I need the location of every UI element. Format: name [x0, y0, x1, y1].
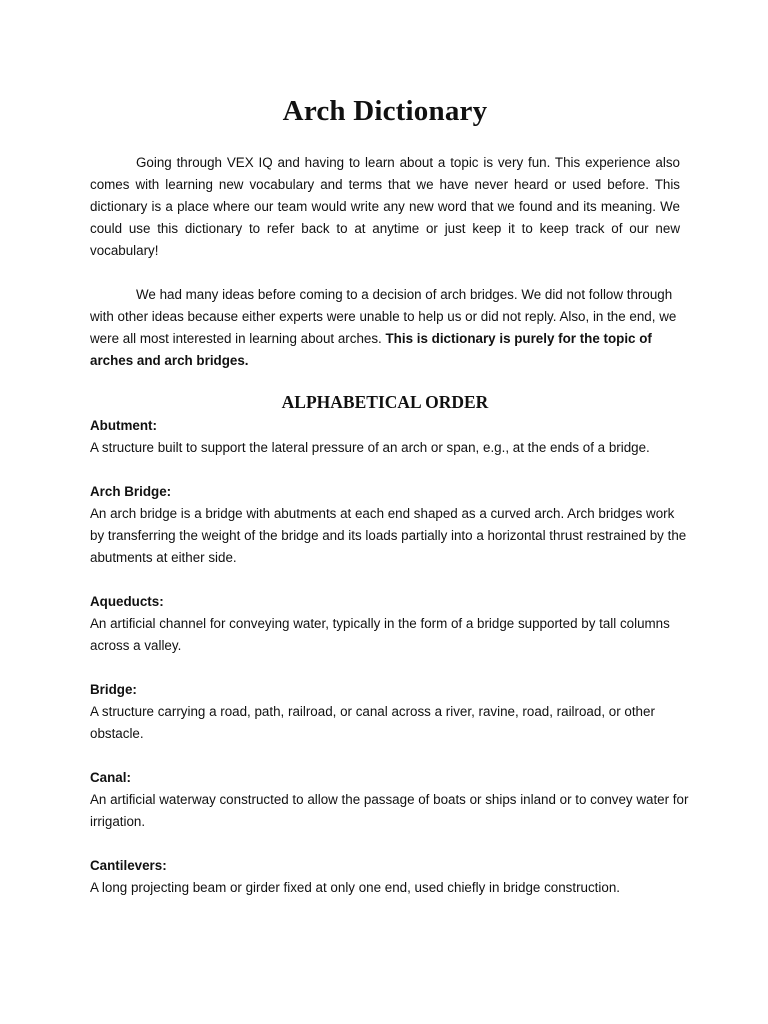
- entry-term: Cantilevers:: [90, 858, 167, 873]
- entry-term: Bridge:: [90, 682, 137, 697]
- dictionary-entry: [90, 855, 690, 899]
- dictionary-entry: [90, 591, 690, 657]
- entry-term: Aqueducts:: [90, 594, 164, 609]
- intro-paragraph-2: [90, 284, 680, 372]
- intro-paragraph-2-text: We had many ideas before coming to a decision of arch bridges. We did not follow through with other ideas because either experts were unable to help us or did not reply. Also, in the end, we were all most interested in learning about arches.: [90, 287, 677, 346]
- intro-paragraph-2-emphasis: This is dictionary is purely for the topic of arches and arch bridges.: [90, 331, 652, 368]
- dictionary-entry: [90, 679, 690, 745]
- entry-term: Canal:: [90, 770, 131, 785]
- dictionary-entry: [90, 767, 690, 833]
- document-title: Arch Dictionary: [282, 95, 488, 127]
- entry-definition: A long projecting beam or girder fixed at only one end, used chiefly in bridge construction.: [90, 880, 620, 895]
- intro-section: [90, 152, 680, 394]
- intro-paragraph-1: Going through VEX IQ and having to learn about a topic is very fun. This experience also comes with learning new vocabulary and terms that we have never heard or used before. This dictionary is a place where our team would write any new word that we found and its meaning. We could use this dictionary to refer back to at anytime or just keep it to keep track of our new vocabulary!: [90, 155, 680, 258]
- dictionary-entries: [90, 415, 690, 921]
- entry-term: Abutment:: [90, 418, 157, 433]
- dictionary-entry: [90, 481, 690, 569]
- entry-definition: An artificial waterway constructed to allow the passage of boats or ships inland or to convey water for irrigation.: [90, 792, 689, 829]
- entry-definition: A structure built to support the lateral pressure of an arch or span, e.g., at the ends of a bridge.: [90, 440, 650, 455]
- entry-definition: An artificial channel for conveying water, typically in the form of a bridge supported by tall columns across a valley.: [90, 616, 670, 653]
- entry-definition: An arch bridge is a bridge with abutments at each end shaped as a curved arch. Arch bridges work by transferring the weight of the bridge and its loads partially into a horizontal thrust restrained by the abutments at either side.: [90, 506, 687, 565]
- section-heading: ALPHABETICAL ORDER: [281, 392, 489, 412]
- entry-term: Arch Bridge:: [90, 484, 172, 499]
- dictionary-entry: [90, 415, 690, 459]
- entry-definition: A structure carrying a road, path, railroad, or canal across a river, ravine, road, railroad, or other obstacle.: [90, 704, 655, 741]
